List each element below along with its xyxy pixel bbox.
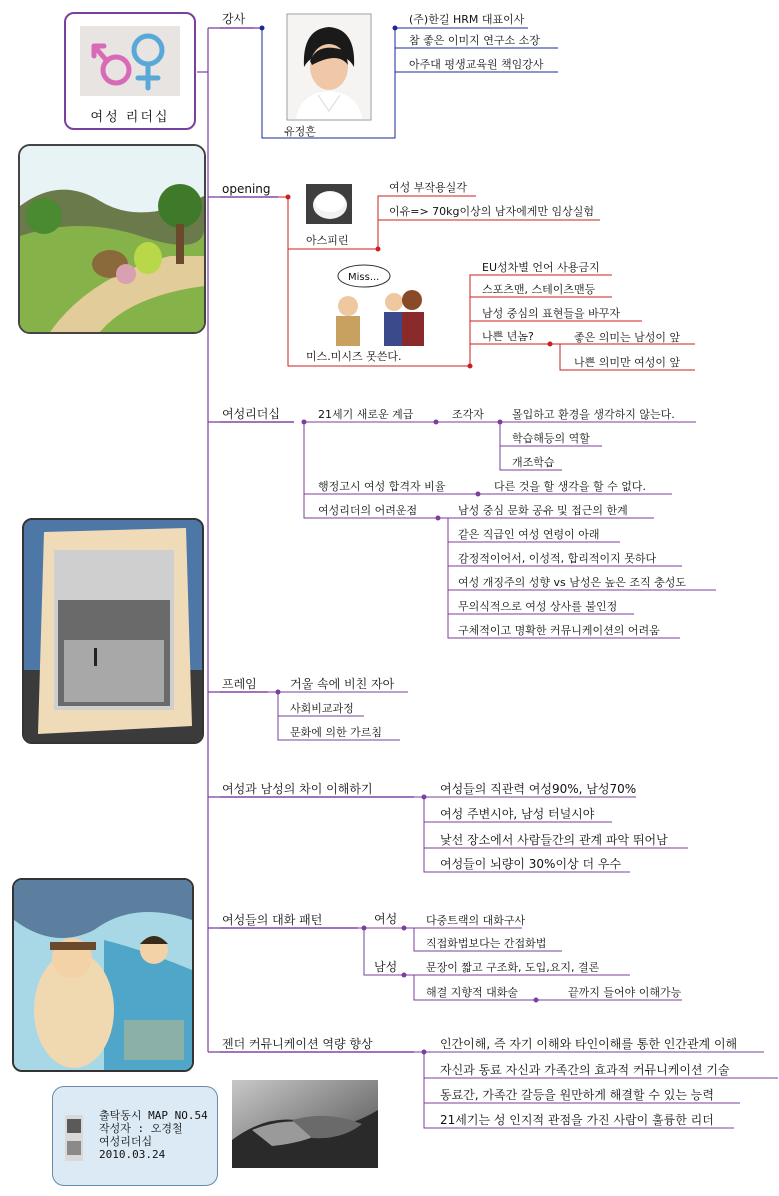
- new-class-item[interactable]: 몰입하고 환경을 생각하지 않는다.: [512, 408, 675, 421]
- difficulty-item[interactable]: 남성 중심 문화 공유 및 접근의 한계: [458, 504, 628, 517]
- branch-difference[interactable]: 여성과 남성의 차이 이해하기: [222, 782, 373, 796]
- male-label[interactable]: 남성: [374, 960, 398, 974]
- exam-item[interactable]: 다른 것을 할 생각을 할 수 없다.: [494, 480, 646, 493]
- difference-item[interactable]: 여성들이 뇌량이 30%이상 더 우수: [440, 857, 622, 871]
- central-topic[interactable]: [64, 12, 196, 130]
- difficulty-item[interactable]: 여성 개징주의 성향 vs 남성은 높은 조직 충성도: [458, 576, 686, 589]
- branch-instructor[interactable]: 강사: [222, 12, 246, 26]
- female-item[interactable]: 직접화법보다는 간접화법: [426, 937, 547, 950]
- difficulty-label[interactable]: 여성리더의 어려운점: [318, 504, 418, 517]
- frame-item[interactable]: 거울 속에 비친 자아: [290, 677, 395, 691]
- female-label[interactable]: 여성: [374, 912, 398, 926]
- handshake-photo: [232, 1080, 378, 1168]
- map-info-box: [52, 1086, 218, 1186]
- new-class-sub[interactable]: 조각자: [452, 408, 484, 421]
- mirror-frame-image: [22, 518, 204, 744]
- difficulty-item[interactable]: 감정적이어서, 이성적, 합리적이지 못하다: [458, 552, 657, 565]
- aspirin-item[interactable]: 여성 부작용실각: [389, 181, 467, 194]
- branch-frame[interactable]: 프레임: [222, 677, 257, 691]
- exam-label[interactable]: 행정고시 여성 합격자 비율: [318, 480, 446, 493]
- cartoon-landscape-image: [18, 144, 206, 334]
- gender-comm-item[interactable]: 자신과 동료 자신과 가족간의 효과적 커뮤니케이션 기술: [440, 1063, 730, 1077]
- difficulty-item[interactable]: 구체적이고 명확한 커뮤니케이션의 어려움: [458, 624, 660, 637]
- difficulty-item[interactable]: 같은 직급인 여성 연령이 아래: [458, 528, 600, 541]
- bubble-text: Miss...: [348, 272, 380, 283]
- male-extra[interactable]: 끝까지 들어야 이해가능: [568, 986, 682, 999]
- gender-comm-item[interactable]: 21세기는 성 인지적 관점을 가진 사람이 훌륭한 리더: [440, 1113, 714, 1127]
- aspirin-image: [306, 184, 352, 224]
- female-item[interactable]: 다중트랙의 대화구사: [426, 914, 526, 927]
- difficulty-item[interactable]: 무의식적으로 여성 상사를 불인정: [458, 600, 618, 613]
- instructor-role[interactable]: 참 좋은 이미지 연구소 소장: [409, 34, 540, 47]
- new-class-item[interactable]: 개조학습: [512, 456, 555, 469]
- map-info-line: 여성리더십: [99, 1135, 153, 1148]
- aspirin-item[interactable]: 이유=> 70kg이상의 남자에게만 임상실험: [389, 205, 595, 218]
- gender-symbols-image: [80, 26, 180, 96]
- branch-conversation[interactable]: 여성들의 대화 패턴: [222, 913, 323, 927]
- miss-conversation-image: [328, 262, 428, 346]
- male-item[interactable]: 문장이 짧고 구조화, 도입,요지, 결론: [426, 961, 600, 974]
- instructor-role[interactable]: 아주대 평생교육원 책임강사: [409, 58, 544, 71]
- map-info-line: 작성자 : 오경철: [99, 1122, 183, 1135]
- miss-item[interactable]: 스포츠맨, 스테이츠맨등: [482, 283, 596, 296]
- difference-item[interactable]: 여성 주변시야, 남성 터널시야: [440, 807, 595, 821]
- bad-words-item[interactable]: 좋은 의미는 남성이 앞: [574, 331, 681, 344]
- instructor-photo: [288, 15, 370, 119]
- new-class-item[interactable]: 학습해등의 역할: [512, 432, 590, 445]
- branch-gender-communication[interactable]: 젠더 커뮤니케이션 역량 향상: [222, 1037, 373, 1051]
- branch-leadership[interactable]: 여성리더십: [222, 407, 280, 421]
- miss-label[interactable]: 미스.미시즈 못쓴다.: [306, 350, 402, 363]
- map-info-line: 출탁동시 MAP NO.54: [99, 1109, 208, 1122]
- bad-words-label[interactable]: 나쁜 년놈?: [482, 330, 534, 343]
- map-info-line: 2010.03.24: [99, 1148, 166, 1161]
- aspirin-label[interactable]: 아스피린: [306, 234, 349, 247]
- miss-item[interactable]: 남성 중심의 표현들을 바꾸자: [482, 307, 621, 320]
- branch-opening[interactable]: opening: [222, 182, 271, 196]
- new-class-label[interactable]: 21세기 새로운 계급: [318, 408, 414, 421]
- miss-item[interactable]: EU성차별 언어 사용금지: [482, 261, 600, 274]
- male-item[interactable]: 해결 지향적 대화술: [426, 986, 519, 999]
- folktale-illustration-image: [12, 878, 194, 1072]
- central-title: 여성 리더십: [90, 110, 170, 125]
- gender-comm-item[interactable]: 동료간, 가족간 갈등을 원만하게 해결할 수 있는 능력: [440, 1088, 714, 1102]
- frame-item[interactable]: 문화에 의한 가르침: [290, 726, 383, 739]
- bad-words-item[interactable]: 나쁜 의미만 여성이 앞: [574, 356, 681, 369]
- difference-item[interactable]: 낯선 장소에서 사람들간의 관계 파악 뛰어남: [440, 833, 668, 847]
- instructor-role[interactable]: (주)한길 HRM 대표이사: [409, 13, 525, 26]
- gender-comm-item[interactable]: 인간이해, 즉 자기 이해와 타인이해를 통한 인간관계 이해: [440, 1037, 738, 1051]
- frame-item[interactable]: 사회비교과정: [290, 702, 354, 715]
- map-logo-icon: [65, 1115, 83, 1161]
- difference-item[interactable]: 여성들의 직관력 여성90%, 남성70%: [440, 782, 637, 796]
- instructor-name[interactable]: 유정흔: [284, 125, 316, 138]
